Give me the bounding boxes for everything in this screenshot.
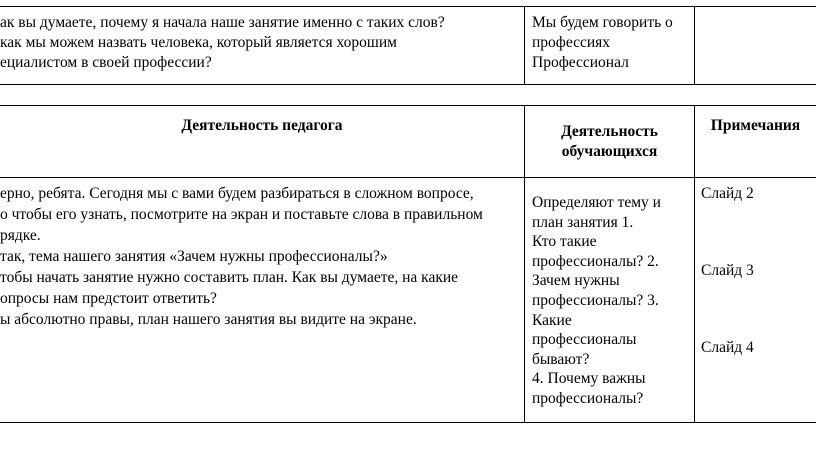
student-line: Кто такие	[532, 233, 597, 251]
top-table-divider-1	[524, 6, 525, 85]
student-line: профессионалы? 2.	[532, 252, 659, 270]
top-table-divider-2	[694, 6, 695, 85]
student-line: Какие	[532, 311, 572, 329]
top-question-cell	[0, 13, 445, 73]
student-line: профессионалы? 3.	[532, 291, 659, 309]
student-line: Зачем нужны	[532, 272, 620, 290]
teacher-activity-cell	[0, 183, 483, 330]
student-line: план занятия 1.	[532, 213, 634, 231]
main-table-divider-2	[694, 105, 695, 423]
note-slide-4: Слайд 4	[701, 339, 754, 356]
answer-line: Мы будем говорить о	[532, 14, 673, 31]
student-line: профессионалы?	[532, 389, 644, 407]
header-teacher-activity: Деятельность педагога	[181, 117, 343, 134]
student-line: бывают?	[532, 350, 590, 368]
note-slide-3: Слайд 3	[701, 262, 754, 279]
header-student-activity	[525, 122, 694, 162]
teacher-line: тобы начать занятие нужно составить план. Как вы думаете, на какие	[0, 269, 459, 286]
top-answer-cell	[532, 13, 673, 73]
question-line: как мы можем назвать человека, который является хорошим	[0, 34, 397, 51]
teacher-line: ы абсолютно правы, план нашего занятия вы видите на экране.	[0, 311, 417, 328]
student-line: 4. Почему важны	[532, 370, 646, 388]
student-activity-cell	[532, 193, 661, 409]
teacher-line: опросы нам предстоит ответить?	[0, 290, 217, 307]
question-line: ак вы думаете, почему я начала наше занятие именно с таких слов?	[0, 14, 445, 31]
header-student-line: обучающихся	[561, 143, 658, 160]
header-notes: Примечания	[710, 117, 801, 134]
header-student-line: Деятельность	[561, 123, 658, 140]
question-line: ециалистом в своей профессии?	[0, 54, 212, 71]
note-slide-2: Слайд 2	[701, 185, 754, 202]
teacher-line: так, тема нашего занятия «Зачем нужны профессионалы?»	[0, 248, 388, 265]
teacher-line: рядке.	[0, 227, 41, 244]
teacher-line: о чтобы его узнать, посмотрите на экран и поставьте слова в правильном	[0, 206, 483, 223]
student-line: Определяют тему и	[532, 194, 661, 211]
answer-line: Профессионал	[532, 54, 629, 71]
answer-line: профессиях	[532, 34, 611, 51]
teacher-line: ерно, ребята. Сегодня мы с вами будем разбираться в сложном вопросе,	[0, 185, 474, 202]
student-line: профессионалы	[532, 331, 637, 349]
